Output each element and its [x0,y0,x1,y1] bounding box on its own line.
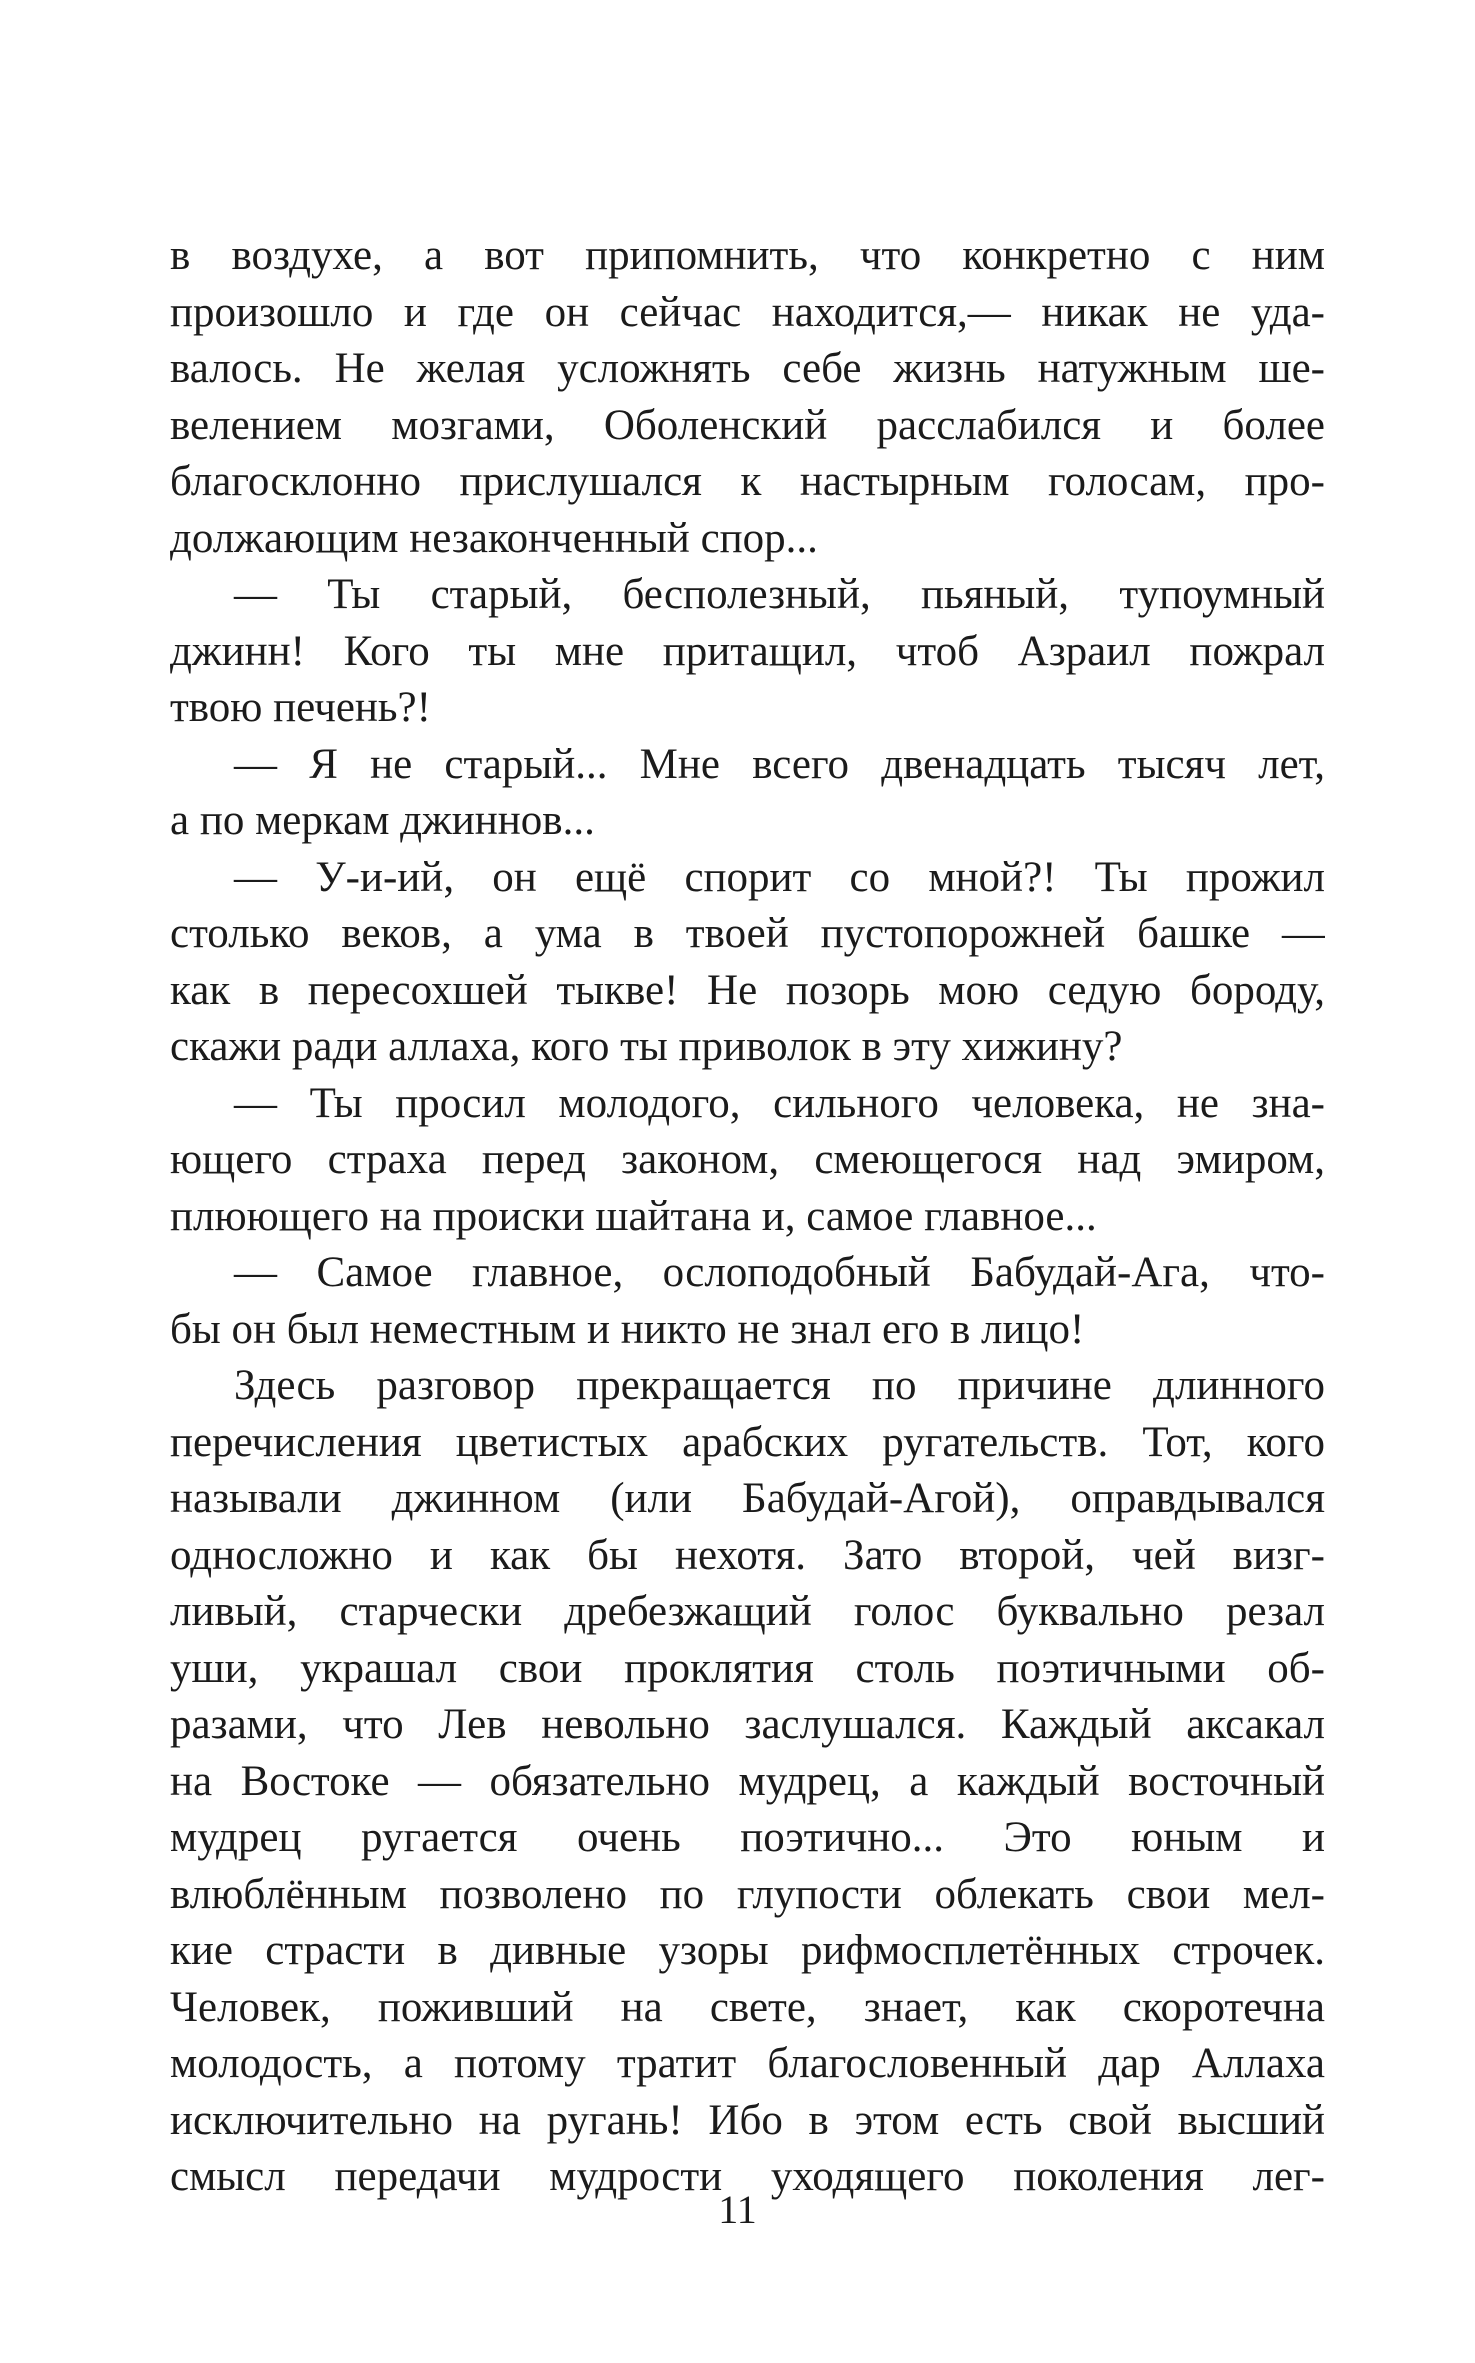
text-line: молодость, а потому тратит благословенный дар Аллаха [170,2040,1325,2087]
text-line: влюблённым позволено по глупости облекать свои мел- [170,1870,1325,1918]
text-line: уши, украшал свои проклятия столь поэтичными об- [170,1644,1325,1692]
text-line: разами, что Лев невольно заслушался. Каждый аксакал [170,1701,1325,1748]
page-number: 11 [718,2187,757,2232]
page-text [170,228,1325,2206]
text-line: произошло и где он сейчас находится,— никак не уда- [170,288,1325,336]
text-line: скажи ради аллаха, кого ты приволок в эту хижину? [170,1023,1123,1070]
dialogue-line: — Ты просил молодого, сильного человека, не зна- [234,1079,1325,1127]
text-line: мудрец ругается очень поэтично... Это юным и [170,1814,1325,1861]
text-line: столько веков, а ума в твоей пустопорожней башке — [170,910,1325,957]
text-line: Человек, поживший на свете, знает, как скоротечна [170,1983,1325,2031]
text-line: кие страсти в дивные узоры рифмосплетённых строчек. [170,1927,1325,1974]
text-line: благосклонно прислушался к настырным голосам, про- [170,458,1325,505]
text-line: плюющего на происки шайтана и, самое главное... [170,1192,1097,1240]
text-line: исключительно на ругань! Ибо в этом есть свой высший [170,2096,1325,2144]
text-line: односложно и как бы нехотя. Зато второй, чей визг- [170,1531,1325,1579]
text-line: джинн! Кого ты мне притащил, чтоб Азраил пожрал [170,627,1325,675]
text-line: велением мозгами, Оболенский расслабился и более [170,401,1325,449]
text-line: ющего страха перед законом, смеющегося над эмиром, [170,1136,1325,1183]
text-line: перечисления цветистых арабских ругательств. Тот, кого [170,1418,1325,1466]
text-line: должающим незаконченный спор... [170,514,818,562]
text-line: валось. Не желая усложнять себе жизнь натужным ше- [170,345,1325,392]
text-line: в воздухе, а вот припомнить, что конкретно с ним [170,232,1325,279]
dialogue-line: — Самое главное, ослоподобный Бабудай-Ага, что- [234,1249,1325,1296]
dialogue-line: — Ты старый, бесполезный, пьяный, тупоумный [234,571,1325,618]
text-line: а по меркам джиннов... [170,797,595,844]
text-line: твою печень?! [170,684,431,731]
dialogue-line: — У-и-ий, он ещё спорит со мной?! Ты прожил [234,853,1325,901]
dialogue-line: — Я не старый... Мне всего двенадцать тысяч лет, [234,740,1325,788]
text-line: бы он был неместным и никто не знал его в лицо! [170,1305,1085,1353]
text-line: смысл передачи мудрости уходящего поколения лег- [170,2153,1325,2200]
text-line: на Востоке — обязательно мудрец, а каждый восточный [170,1757,1325,1805]
text-line: ливый, старчески дребезжащий голос буквально резал [170,1588,1325,1635]
text-line: как в пересохшей тыкве! Не позорь мою седую бороду, [170,966,1325,1014]
paragraph-start-line: Здесь разговор прекращается по причине длинного [234,1362,1325,1409]
text-line: называли джинном (или Бабудай-Агой), оправдывался [170,1475,1325,1522]
